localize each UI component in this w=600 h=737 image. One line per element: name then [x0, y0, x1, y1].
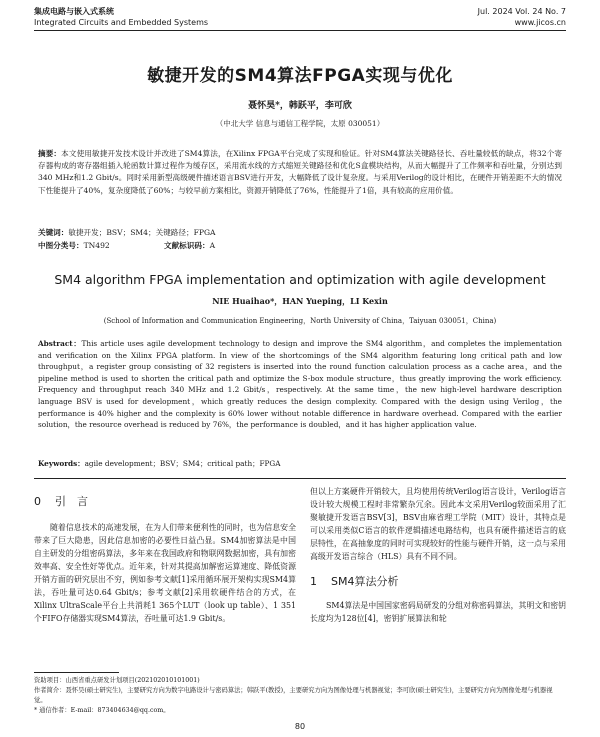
affiliation-cn: （中北大学 信息与通信工程学院，太原 030051） — [215, 119, 385, 128]
section-intro-heading — [34, 493, 296, 509]
journal-header-left — [34, 6, 208, 28]
footnote-contact: * 通信作者：E-mail：873404634@qq.com。 — [34, 707, 170, 714]
footnote — [34, 676, 564, 716]
abstract-en — [38, 338, 562, 431]
intro-paragraph-1: 随着信息技术的高速发展，在为人们带来便利性的同时，也为信息安全带来了巨大隐患，因此信息加密的必要性日益凸显。SM4加密算法是中国自主研发的分组密码算法，多年来在我国政府和物联网数据加密，具有加密效率高、安全性好等优点。近年来，针对其提高加解密运算速度、降低资源开销方面的研究层出不穷，例如参考文献[1]采用循环展开架构实现SM4算法，吞吐量可达0.64 Gbit/s；参考文献[2]采用软硬件结合的方式，在Xilinx UltraScale平台上共消耗1 365个LUT（look up table）、1 351个FIFO存储器实现SM4算法，吞吐量可达1.9 Gbit/s。 — [34, 523, 296, 623]
cls-label: 中图分类号： — [38, 241, 84, 250]
footnote-authors: 作者简介：聂怀昊(硕士研究生)，主要研究方向为数字电路设计与密码算法；韩跃平(教授)，主要研究方向为图像处理与机器视觉；李可欣(硕士研究生)，主要研究方向为图像处理与机器视觉。 — [34, 687, 553, 704]
section-1-title: SM4算法分析 — [331, 575, 399, 588]
abstract-cn-label: 摘要： — [38, 149, 62, 158]
footnote-rule — [34, 672, 119, 673]
header-rule — [34, 30, 566, 31]
affiliation-en: (School of Information and Communication Engineering，North University of China，Taiyuan 030051，China) — [103, 317, 497, 325]
intro-paragraph-2: 但以上方案硬件开销较大，且均使用传统Verilog语言设计，Verilog语言设计较大规模工程时非常繁杂冗余。因此本文采用Verilog较面采用了汇聚敏捷开发语言BSV[3]，BSV由麻省理工学院（MIT）设计，其特点是可以采用类似C语言的软件逻辑描述电路结构，也具有硬件描述语言的底层特性，在高抽象度的同时可实现较好的性能与硬件开销，这一点与采用高级开发语言综合（HLS）具有不同不同。 — [310, 487, 566, 561]
doc-value: A — [209, 241, 216, 250]
keywords-cn-label: 关键词： — [38, 228, 69, 237]
authors-en: NIE Huaihao*，HAN Yueping，LI Kexin — [212, 296, 388, 306]
journal-website: www.jicos.cn — [514, 18, 566, 27]
keywords-en-label: Keywords： — [38, 459, 85, 468]
keywords-en — [38, 459, 281, 469]
keywords-en-text: agile development；BSV；SM4；critical path；FPGA — [84, 459, 281, 468]
section-1-heading — [310, 573, 566, 589]
journal-name-en: Integrated Circuits and Embedded Systems — [34, 18, 209, 27]
title-en: SM4 algorithm FPGA implementation and optimization with agile development — [54, 272, 546, 287]
abstract-en-label: Abstract： — [38, 339, 82, 348]
section-intro-number: 0 — [34, 495, 41, 508]
abstract-cn — [38, 148, 562, 197]
section-1-paragraph-1: SM4算法是中国国家密码局研发的分组对称密码算法，其明文和密钥长度均为128位[4]，密钥扩展算法和轮 — [310, 601, 566, 623]
cls-value: TN492 — [83, 241, 110, 250]
column-left — [34, 493, 296, 625]
keywords-cn-text: 敏捷开发；BSV；SM4；关键路径；FPGA — [68, 228, 216, 237]
column-right — [310, 485, 566, 625]
title-cn: 敏捷开发的SM4算法FPGA实现与优化 — [147, 66, 453, 86]
journal-header-right — [478, 6, 566, 28]
journal-name-cn: 集成电路与嵌入式系统 — [34, 7, 114, 16]
abstract-en-text: This article uses agile development technology to design and improve the SM4 algorithm，and completes the implementation and verification on the Xilinx FPGA platform. In view of the shortcomings of the SM4 algorithm featuring long critical path and low throughput，a register group consisting of 32 registers is inserted into the round function calculation process as a cache area，and the pipeline method is used to shorten the critical path and optimize the S-box module structure，thus greatly improving the work efficiency. Frequency and throughput reach 340 MHz and 1.2 Gbit/s，respectively. At the same time，the new high-level hardware description language BSV is used for development，which greatly reduces the design complexity. Compared with the design using Verilog，the performance is 40% higher and the complexity is 60% lower without notable difference in hardware overhead. Compared with the earlier solution，the resource overhead is reduced by 76%，the performance is doubled，and it has higher application value. — [38, 339, 562, 430]
journal-issue: Jul. 2024 Vol. 24 No. 7 — [477, 7, 566, 16]
page-number: 80 — [294, 722, 306, 731]
footnote-funding: 资助项目：山西省重点研发计划项目(202102010101001) — [34, 677, 200, 684]
doc-label: 文献标识码： — [164, 241, 210, 250]
authors-cn: 聂怀昊*，韩跃平，李可欣 — [248, 101, 352, 111]
doc-code — [164, 240, 215, 251]
abstract-rule — [34, 478, 566, 479]
classification-row — [38, 240, 338, 251]
abstract-cn-text: 本文使用敏捷开发技术设计并改进了SM4算法，在Xilinx FPGA平台完成了实现和验证。针对SM4算法关键路径长、吞吐量较低的缺点，将32个寄存器构成的寄存器组插入轮函数计算过程作为缓存区，采用流水线的方式缩短关键路径和优化S盒模块结构，从而大幅提升了工作频率和吞吐量，分别达到340 MHz和1.2 Gbit/s。同时采用新型高级硬件描述语言BSV进行开发，大幅降低了设计复杂度。与采用Verilog的设计相比，在硬件开销差距不大的情况下性能提升了40%，复杂度降低了60%；与较早前方案相比，资源开销降低了76%，性能提升了1倍，具有较高的应用价值。 — [38, 149, 563, 195]
section-intro-title: 引 言 — [55, 495, 88, 508]
keywords-cn — [38, 227, 216, 238]
section-1-number: 1 — [310, 575, 317, 588]
